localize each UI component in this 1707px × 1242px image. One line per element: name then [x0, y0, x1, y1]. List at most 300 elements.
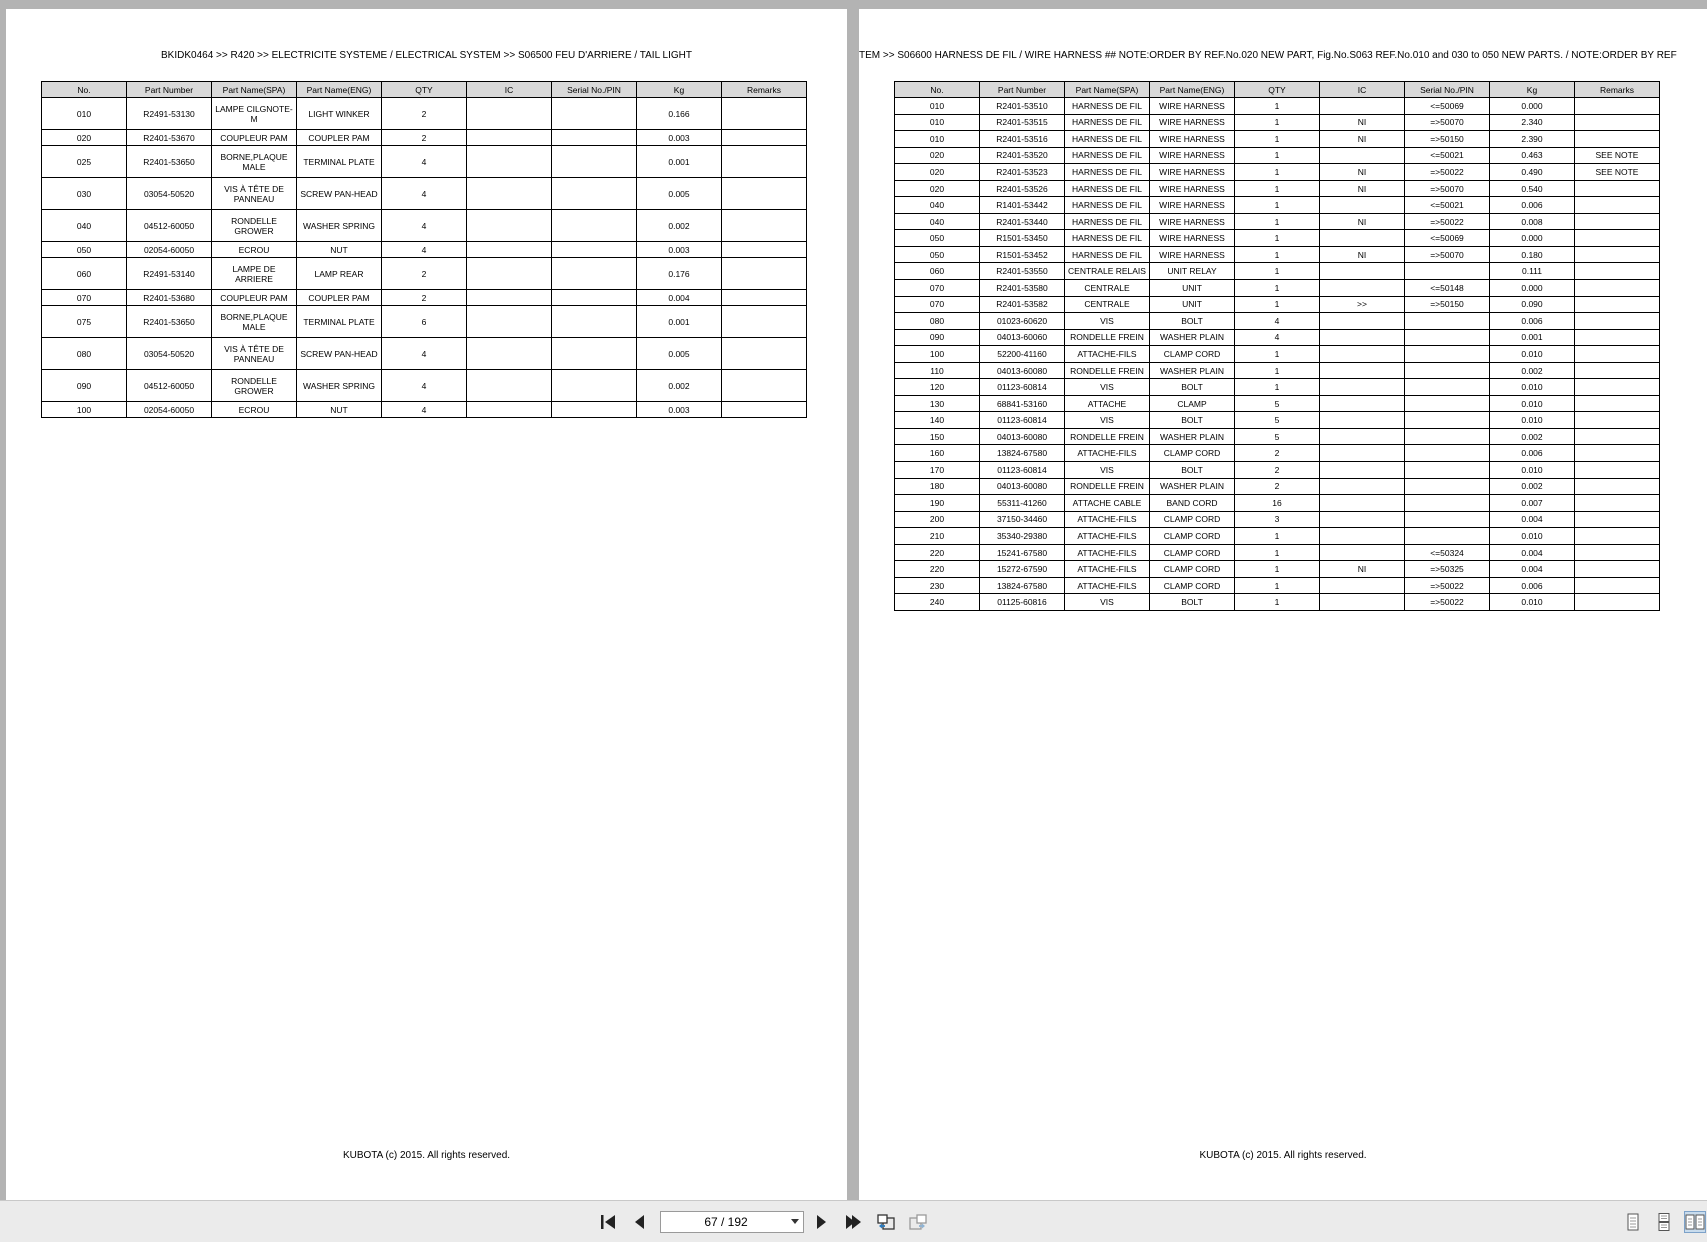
- table-cell: 37150-34460: [980, 511, 1065, 528]
- table-row: [895, 213, 1660, 230]
- table-cell: BOLT: [1150, 594, 1235, 611]
- table-cell: 030: [42, 178, 127, 210]
- last-page-icon[interactable]: [842, 1211, 864, 1233]
- column-header: Kg: [637, 82, 722, 98]
- table-cell: 2: [1235, 462, 1320, 479]
- table-cell: CLAMP: [1150, 395, 1235, 412]
- page-number-field[interactable]: [660, 1211, 804, 1233]
- table-cell: [1405, 528, 1490, 545]
- table-cell: R2401-53520: [980, 147, 1065, 164]
- table-cell: BORNE,PLAQUE MALE: [212, 146, 297, 178]
- table-cell: 2: [382, 258, 467, 290]
- table-cell: 100: [895, 346, 980, 363]
- table-cell: R2401-53582: [980, 296, 1065, 313]
- table-cell: 0.180: [1490, 246, 1575, 263]
- table-cell: TERMINAL PLATE: [297, 306, 382, 338]
- table-cell: WIRE HARNESS: [1150, 213, 1235, 230]
- table-cell: [1320, 462, 1405, 479]
- table-row: [42, 370, 807, 402]
- table-cell: 090: [42, 370, 127, 402]
- table-cell: <=50069: [1405, 230, 1490, 247]
- table-cell: 0.010: [1490, 346, 1575, 363]
- table-cell: [1575, 577, 1660, 594]
- table-cell: [552, 146, 637, 178]
- table-cell: 050: [895, 246, 980, 263]
- table-cell: BORNE,PLAQUE MALE: [212, 306, 297, 338]
- table-cell: BOLT: [1150, 412, 1235, 429]
- table-cell: WIRE HARNESS: [1150, 197, 1235, 214]
- table-cell: [552, 370, 637, 402]
- table-cell: [1575, 462, 1660, 479]
- table-cell: [1405, 379, 1490, 396]
- table-cell: 4: [382, 402, 467, 418]
- table-row: [895, 313, 1660, 330]
- table-cell: 050: [42, 242, 127, 258]
- table-cell: 1: [1235, 594, 1320, 611]
- table-cell: VIS À TÊTE DE PANNEAU: [212, 178, 297, 210]
- table-row: [895, 511, 1660, 528]
- table-cell: [1320, 577, 1405, 594]
- table-cell: HARNESS DE FIL: [1065, 147, 1150, 164]
- table-cell: 0.010: [1490, 528, 1575, 545]
- table-cell: 3: [1235, 511, 1320, 528]
- table-cell: ATTACHE: [1065, 395, 1150, 412]
- table-row: [42, 290, 807, 306]
- table-cell: 1: [1235, 114, 1320, 131]
- table-cell: 55311-41260: [980, 495, 1065, 512]
- table-row: [895, 362, 1660, 379]
- table-cell: 04512-60050: [127, 370, 212, 402]
- table-cell: [1575, 296, 1660, 313]
- table-cell: 040: [895, 197, 980, 214]
- table-cell: 080: [895, 313, 980, 330]
- table-cell: WIRE HARNESS: [1150, 246, 1235, 263]
- table-cell: 1: [1235, 577, 1320, 594]
- table-cell: RONDELLE GROWER: [212, 210, 297, 242]
- table-cell: [552, 306, 637, 338]
- table-cell: [1575, 594, 1660, 611]
- column-header: QTY: [1235, 82, 1320, 98]
- table-cell: 0.003: [637, 402, 722, 418]
- table-cell: [467, 402, 552, 418]
- table-cell: 2.340: [1490, 114, 1575, 131]
- table-cell: CLAMP CORD: [1150, 544, 1235, 561]
- table-cell: RONDELLE FREIN: [1065, 362, 1150, 379]
- table-cell: 0.010: [1490, 412, 1575, 429]
- table-cell: [552, 242, 637, 258]
- table-cell: VIS À TÊTE DE PANNEAU: [212, 338, 297, 370]
- table-cell: R2401-53670: [127, 130, 212, 146]
- table-cell: RONDELLE FREIN: [1065, 329, 1150, 346]
- table-cell: [1320, 544, 1405, 561]
- table-cell: [1575, 213, 1660, 230]
- table-cell: 04013-60080: [980, 428, 1065, 445]
- table-cell: 220: [895, 561, 980, 578]
- table-cell: 01123-60814: [980, 379, 1065, 396]
- table-cell: 2: [382, 290, 467, 306]
- table-cell: [1575, 428, 1660, 445]
- table-cell: RONDELLE FREIN: [1065, 478, 1150, 495]
- table-cell: 1: [1235, 213, 1320, 230]
- table-cell: 070: [895, 296, 980, 313]
- table-cell: [1320, 511, 1405, 528]
- table-cell: [1320, 329, 1405, 346]
- table-row: [895, 412, 1660, 429]
- previous-page-icon[interactable]: [629, 1211, 651, 1233]
- table-cell: 2: [382, 98, 467, 130]
- table-cell: 130: [895, 395, 980, 412]
- table-cell: 075: [42, 306, 127, 338]
- table-cell: R2491-53130: [127, 98, 212, 130]
- table-row: [42, 402, 807, 418]
- table-cell: VIS: [1065, 594, 1150, 611]
- table-cell: R2401-53440: [980, 213, 1065, 230]
- table-row: [895, 263, 1660, 280]
- table-cell: [1320, 362, 1405, 379]
- table-cell: ECROU: [212, 242, 297, 258]
- page-header-breadcrumb: TEM >> S06600 HARNESS DE FIL / WIRE HARNESS ## NOTE:ORDER BY REF.No.020 NEW PART, Fig.No.S063 REF.No.010 and 030 to 050 NEW PARTS. / NOTE:ORDER BY REF: [859, 50, 1677, 61]
- table-cell: [1405, 445, 1490, 462]
- table-cell: [552, 130, 637, 146]
- table-cell: R1401-53442: [980, 197, 1065, 214]
- table-cell: [1575, 395, 1660, 412]
- table-cell: =>50022: [1405, 164, 1490, 181]
- table-cell: 2: [1235, 478, 1320, 495]
- table-cell: [1320, 197, 1405, 214]
- table-cell: 1: [1235, 197, 1320, 214]
- table-row: [895, 346, 1660, 363]
- table-cell: 210: [895, 528, 980, 545]
- table-row: [895, 98, 1660, 115]
- table-cell: R2401-53650: [127, 146, 212, 178]
- table-cell: NI: [1320, 131, 1405, 148]
- table-row: [895, 577, 1660, 594]
- table-cell: <=50021: [1405, 197, 1490, 214]
- table-cell: [722, 210, 807, 242]
- table-cell: 200: [895, 511, 980, 528]
- table-cell: NUT: [297, 402, 382, 418]
- table-cell: [467, 306, 552, 338]
- table-row: [895, 164, 1660, 181]
- parts-table: [41, 81, 807, 418]
- table-cell: [552, 338, 637, 370]
- table-cell: R2401-53515: [980, 114, 1065, 131]
- single-page-view-icon[interactable]: [1622, 1211, 1644, 1233]
- table-cell: WASHER SPRING: [297, 370, 382, 402]
- table-cell: [722, 370, 807, 402]
- table-cell: 150: [895, 428, 980, 445]
- table-cell: HARNESS DE FIL: [1065, 213, 1150, 230]
- table-cell: 0.006: [1490, 313, 1575, 330]
- table-cell: 020: [42, 130, 127, 146]
- table-cell: [1320, 280, 1405, 297]
- table-cell: 0.010: [1490, 379, 1575, 396]
- column-header: Part Name(SPA): [212, 82, 297, 98]
- table-row: [895, 280, 1660, 297]
- table-row: [895, 561, 1660, 578]
- table-cell: WIRE HARNESS: [1150, 230, 1235, 247]
- table-cell: NI: [1320, 246, 1405, 263]
- table-cell: [1405, 462, 1490, 479]
- table-cell: 0.003: [637, 130, 722, 146]
- table-cell: UNIT: [1150, 296, 1235, 313]
- table-cell: WASHER PLAIN: [1150, 428, 1235, 445]
- table-cell: WASHER PLAIN: [1150, 329, 1235, 346]
- table-cell: [467, 98, 552, 130]
- table-row: [895, 544, 1660, 561]
- table-cell: 1: [1235, 561, 1320, 578]
- two-page-view-icon[interactable]: [1684, 1211, 1706, 1233]
- table-cell: 140: [895, 412, 980, 429]
- table-cell: LAMPE DE ARRIERE: [212, 258, 297, 290]
- table-cell: ATTACHE CABLE: [1065, 495, 1150, 512]
- table-cell: CLAMP CORD: [1150, 445, 1235, 462]
- table-cell: LIGHT WINKER: [297, 98, 382, 130]
- table-cell: 1: [1235, 346, 1320, 363]
- table-cell: 040: [42, 210, 127, 242]
- table-cell: [1575, 445, 1660, 462]
- table-cell: 0.004: [637, 290, 722, 306]
- table-cell: 04013-60080: [980, 362, 1065, 379]
- table-cell: R2401-53516: [980, 131, 1065, 148]
- table-cell: [722, 242, 807, 258]
- table-row: [42, 146, 807, 178]
- table-cell: [1575, 263, 1660, 280]
- table-cell: 0.001: [637, 146, 722, 178]
- continuous-view-icon[interactable]: [1653, 1211, 1675, 1233]
- table-cell: [1575, 313, 1660, 330]
- table-cell: 060: [42, 258, 127, 290]
- chevron-down-icon[interactable]: [791, 1219, 799, 1224]
- table-cell: 1: [1235, 230, 1320, 247]
- table-cell: HARNESS DE FIL: [1065, 131, 1150, 148]
- table-cell: 110: [895, 362, 980, 379]
- table-cell: WIRE HARNESS: [1150, 114, 1235, 131]
- table-row: [895, 197, 1660, 214]
- table-cell: CENTRALE RELAIS: [1065, 263, 1150, 280]
- table-cell: 060: [895, 263, 980, 280]
- table-cell: 010: [895, 114, 980, 131]
- table-cell: 0.005: [637, 178, 722, 210]
- table-cell: 4: [382, 338, 467, 370]
- table-row: [42, 98, 807, 130]
- table-cell: 04013-60060: [980, 329, 1065, 346]
- table-cell: 0.006: [1490, 445, 1575, 462]
- table-cell: 35340-29380: [980, 528, 1065, 545]
- table-cell: [1405, 263, 1490, 280]
- table-row: [895, 478, 1660, 495]
- table-cell: [467, 258, 552, 290]
- table-cell: 52200-41160: [980, 346, 1065, 363]
- table-cell: [1320, 428, 1405, 445]
- table-cell: 070: [895, 280, 980, 297]
- column-header: No.: [895, 82, 980, 98]
- table-cell: [722, 338, 807, 370]
- table-cell: 0.004: [1490, 561, 1575, 578]
- next-page-icon[interactable]: [810, 1211, 832, 1233]
- history-forward-icon[interactable]: [907, 1211, 929, 1233]
- table-cell: 5: [1235, 428, 1320, 445]
- history-back-icon[interactable]: [875, 1211, 897, 1233]
- table-cell: UNIT RELAY: [1150, 263, 1235, 280]
- table-cell: R1501-53452: [980, 246, 1065, 263]
- table-cell: 0.002: [637, 210, 722, 242]
- table-cell: [552, 290, 637, 306]
- table-cell: [1405, 511, 1490, 528]
- table-cell: LAMP REAR: [297, 258, 382, 290]
- table-cell: ATTACHE-FILS: [1065, 577, 1150, 594]
- table-cell: [1575, 495, 1660, 512]
- table-cell: SCREW PAN-HEAD: [297, 338, 382, 370]
- table-cell: 15241-67580: [980, 544, 1065, 561]
- table-cell: 020: [895, 180, 980, 197]
- page-footer-copyright: KUBOTA (c) 2015. All rights reserved.: [1199, 1150, 1367, 1161]
- table-row: [42, 242, 807, 258]
- table-cell: [1405, 346, 1490, 363]
- table-cell: 1: [1235, 246, 1320, 263]
- table-cell: =>50070: [1405, 114, 1490, 131]
- table-cell: WIRE HARNESS: [1150, 131, 1235, 148]
- page-number-input[interactable]: [661, 1212, 785, 1232]
- table-cell: WIRE HARNESS: [1150, 180, 1235, 197]
- table-header-row: [42, 82, 807, 98]
- table-cell: [1575, 412, 1660, 429]
- table-row: [895, 180, 1660, 197]
- table-row: [895, 379, 1660, 396]
- table-cell: =>50070: [1405, 180, 1490, 197]
- viewer-toolbar: [0, 1200, 1707, 1242]
- table-cell: 2: [1235, 445, 1320, 462]
- table-cell: 0.005: [637, 338, 722, 370]
- table-cell: 2: [382, 130, 467, 146]
- table-cell: [1405, 362, 1490, 379]
- column-header: Part Number: [980, 82, 1065, 98]
- table-cell: WIRE HARNESS: [1150, 164, 1235, 181]
- table-cell: R2401-53580: [980, 280, 1065, 297]
- table-cell: 050: [895, 230, 980, 247]
- table-cell: R2401-53523: [980, 164, 1065, 181]
- table-cell: 0.010: [1490, 594, 1575, 611]
- table-cell: NI: [1320, 164, 1405, 181]
- table-cell: 100: [42, 402, 127, 418]
- table-cell: [1405, 478, 1490, 495]
- table-cell: HARNESS DE FIL: [1065, 197, 1150, 214]
- column-header: No.: [42, 82, 127, 98]
- table-cell: 6: [382, 306, 467, 338]
- table-cell: ATTACHE-FILS: [1065, 528, 1150, 545]
- table-cell: ECROU: [212, 402, 297, 418]
- table-cell: 0.004: [1490, 511, 1575, 528]
- table-cell: HARNESS DE FIL: [1065, 230, 1150, 247]
- table-cell: 040: [895, 213, 980, 230]
- table-cell: [1575, 329, 1660, 346]
- table-cell: WIRE HARNESS: [1150, 98, 1235, 115]
- table-cell: 1: [1235, 528, 1320, 545]
- table-cell: 04013-60080: [980, 478, 1065, 495]
- table-cell: [1575, 346, 1660, 363]
- table-cell: 02054-60050: [127, 402, 212, 418]
- table-cell: 4: [382, 146, 467, 178]
- table-cell: [1575, 180, 1660, 197]
- table-cell: [1320, 346, 1405, 363]
- column-header: Part Name(ENG): [297, 82, 382, 98]
- table-cell: 190: [895, 495, 980, 512]
- table-cell: SEE NOTE: [1575, 147, 1660, 164]
- table-cell: COUPLEUR PAM: [212, 130, 297, 146]
- table-cell: 4: [382, 370, 467, 402]
- table-cell: [1320, 412, 1405, 429]
- table-cell: [1575, 280, 1660, 297]
- table-row: [895, 495, 1660, 512]
- table-row: [895, 296, 1660, 313]
- table-cell: <=50148: [1405, 280, 1490, 297]
- table-cell: 16: [1235, 495, 1320, 512]
- table-cell: CENTRALE: [1065, 296, 1150, 313]
- table-cell: R2401-53526: [980, 180, 1065, 197]
- table-cell: 1: [1235, 544, 1320, 561]
- table-row: [895, 445, 1660, 462]
- table-row: [895, 462, 1660, 479]
- table-cell: [722, 98, 807, 130]
- table-cell: ATTACHE-FILS: [1065, 445, 1150, 462]
- table-cell: 120: [895, 379, 980, 396]
- table-row: [895, 246, 1660, 263]
- table-cell: 0.008: [1490, 213, 1575, 230]
- table-cell: 5: [1235, 395, 1320, 412]
- table-cell: =>50070: [1405, 246, 1490, 263]
- table-cell: [467, 370, 552, 402]
- table-cell: =>50150: [1405, 296, 1490, 313]
- table-cell: 1: [1235, 131, 1320, 148]
- column-header: QTY: [382, 82, 467, 98]
- table-cell: 15272-67590: [980, 561, 1065, 578]
- table-cell: 020: [895, 164, 980, 181]
- table-cell: 01023-60620: [980, 313, 1065, 330]
- table-cell: 0.010: [1490, 462, 1575, 479]
- table-cell: 0.176: [637, 258, 722, 290]
- left-document-page: [6, 9, 847, 1200]
- table-cell: 4: [382, 242, 467, 258]
- table-cell: 0.090: [1490, 296, 1575, 313]
- first-page-icon[interactable]: [598, 1211, 620, 1233]
- table-cell: [1320, 98, 1405, 115]
- table-cell: WIRE HARNESS: [1150, 147, 1235, 164]
- table-cell: [1320, 147, 1405, 164]
- table-cell: ATTACHE-FILS: [1065, 346, 1150, 363]
- table-row: [42, 306, 807, 338]
- table-cell: 2.390: [1490, 131, 1575, 148]
- table-cell: [1575, 114, 1660, 131]
- table-cell: R1501-53450: [980, 230, 1065, 247]
- table-cell: VIS: [1065, 313, 1150, 330]
- table-cell: =>50150: [1405, 131, 1490, 148]
- table-row: [895, 147, 1660, 164]
- table-cell: HARNESS DE FIL: [1065, 98, 1150, 115]
- table-row: [42, 258, 807, 290]
- table-cell: 1: [1235, 164, 1320, 181]
- table-cell: [552, 402, 637, 418]
- table-cell: R2401-53650: [127, 306, 212, 338]
- table-cell: [1320, 379, 1405, 396]
- table-cell: 0.001: [1490, 329, 1575, 346]
- table-cell: COUPLER PAM: [297, 130, 382, 146]
- table-cell: [1405, 412, 1490, 429]
- table-cell: BOLT: [1150, 379, 1235, 396]
- table-cell: [1405, 313, 1490, 330]
- table-row: [895, 329, 1660, 346]
- table-cell: 010: [895, 98, 980, 115]
- table-cell: CLAMP CORD: [1150, 561, 1235, 578]
